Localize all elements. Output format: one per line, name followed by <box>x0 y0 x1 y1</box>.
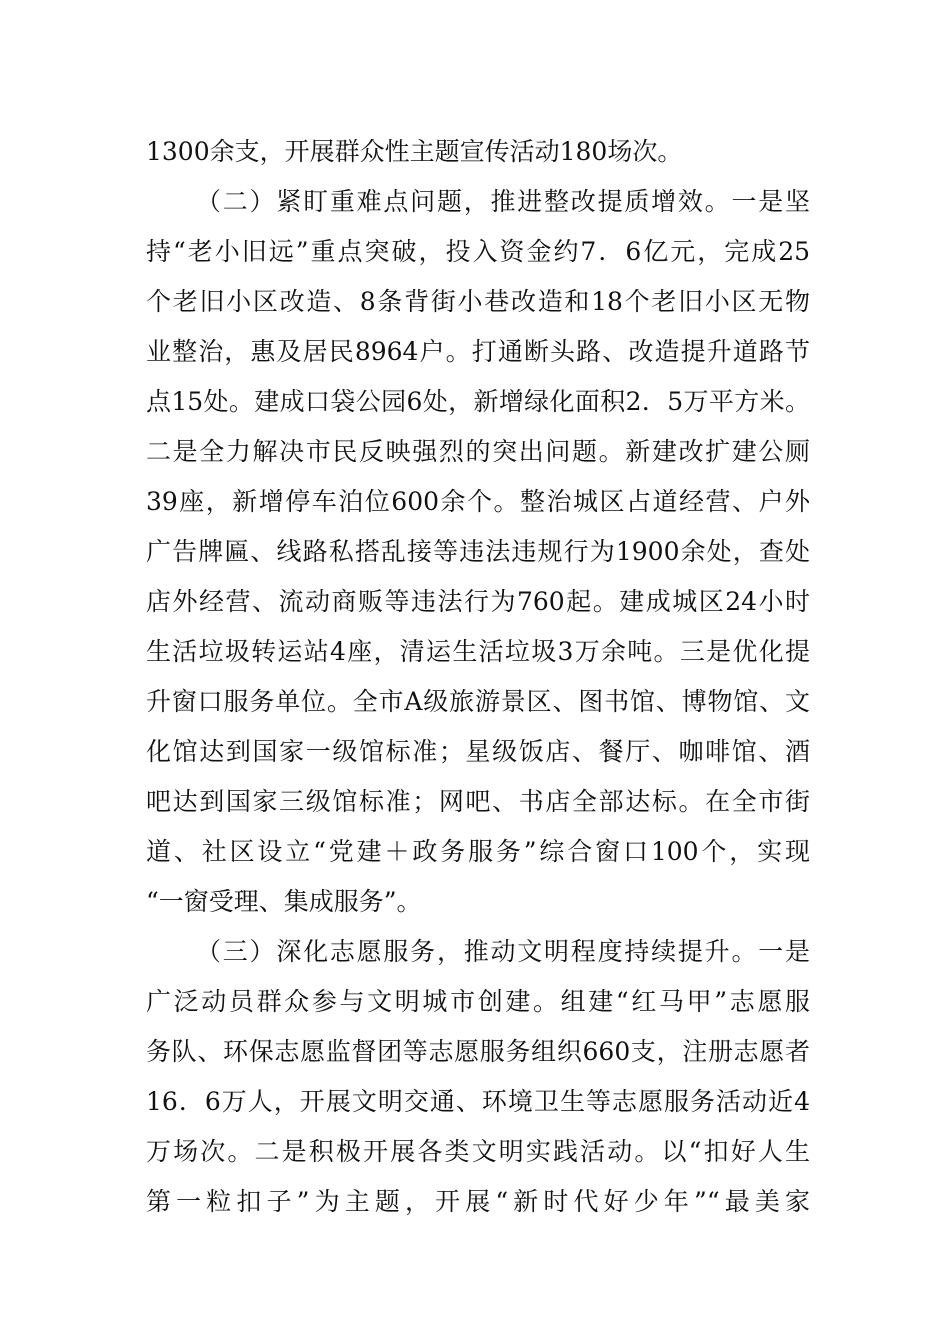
text-line: 化馆达到国家一级馆标准；星级饭店、餐厅、咖啡馆、酒 <box>146 737 810 766</box>
text-line: “一窗受理、集成服务”。 <box>146 887 422 916</box>
text-line: 业整治，惠及居民8964户。打通断头路、改造提升道路节 <box>146 337 810 366</box>
text-line: 点15处。建成口袋公园6处，新增绿化面积2．5万平方米。 <box>146 387 810 416</box>
text-line: 持“老小旧远”重点突破，投入资金约7．6亿元，完成25 <box>146 237 810 266</box>
text-line: 1300余支，开展群众性主题宣传活动180场次。 <box>146 137 683 166</box>
text-line: 广告牌匾、线路私搭乱接等违法违规行为1900余处，查处 <box>146 537 810 566</box>
section-heading-line: （三）深化志愿服务，推动文明程度持续提升。一是 <box>196 937 810 966</box>
text-line: 道、社区设立“党建＋政务服务”综合窗口100个，实现 <box>146 837 810 866</box>
text-line: 第一粒扣子”为主题，开展“新时代好少年”“最美家 <box>146 1187 810 1216</box>
text-line: 二是全力解决市民反映强烈的突出问题。新建改扩建公厕 <box>146 437 810 466</box>
text-line: 店外经营、流动商贩等违法行为760起。建成城区24小时 <box>146 587 810 616</box>
text-line: 广泛动员群众参与文明城市创建。组建“红马甲”志愿服 <box>146 987 810 1016</box>
text-line: 升窗口服务单位。全市A级旅游景区、图书馆、博物馆、文 <box>146 687 810 716</box>
section-heading-line: （二）紧盯重难点问题，推进整改提质增效。一是坚 <box>196 187 810 216</box>
text-line: 万场次。二是积极开展各类文明实践活动。以“扣好人生 <box>146 1137 810 1166</box>
text-line: 务队、环保志愿监督团等志愿服务组织660支，注册志愿者 <box>146 1037 810 1066</box>
text-line: 生活垃圾转运站4座，清运生活垃圾3万余吨。三是优化提 <box>146 637 810 666</box>
text-line: 个老旧小区改造、8条背街小巷改造和18个老旧小区无物 <box>146 287 810 316</box>
text-line: 39座，新增停车泊位600余个。整治城区占道经营、户外 <box>146 487 810 516</box>
text-line: 16．6万人，开展文明交通、环境卫生等志愿服务活动近4 <box>146 1087 810 1116</box>
text-line: 吧达到国家三级馆标准；网吧、书店全部达标。在全市街 <box>146 787 810 816</box>
